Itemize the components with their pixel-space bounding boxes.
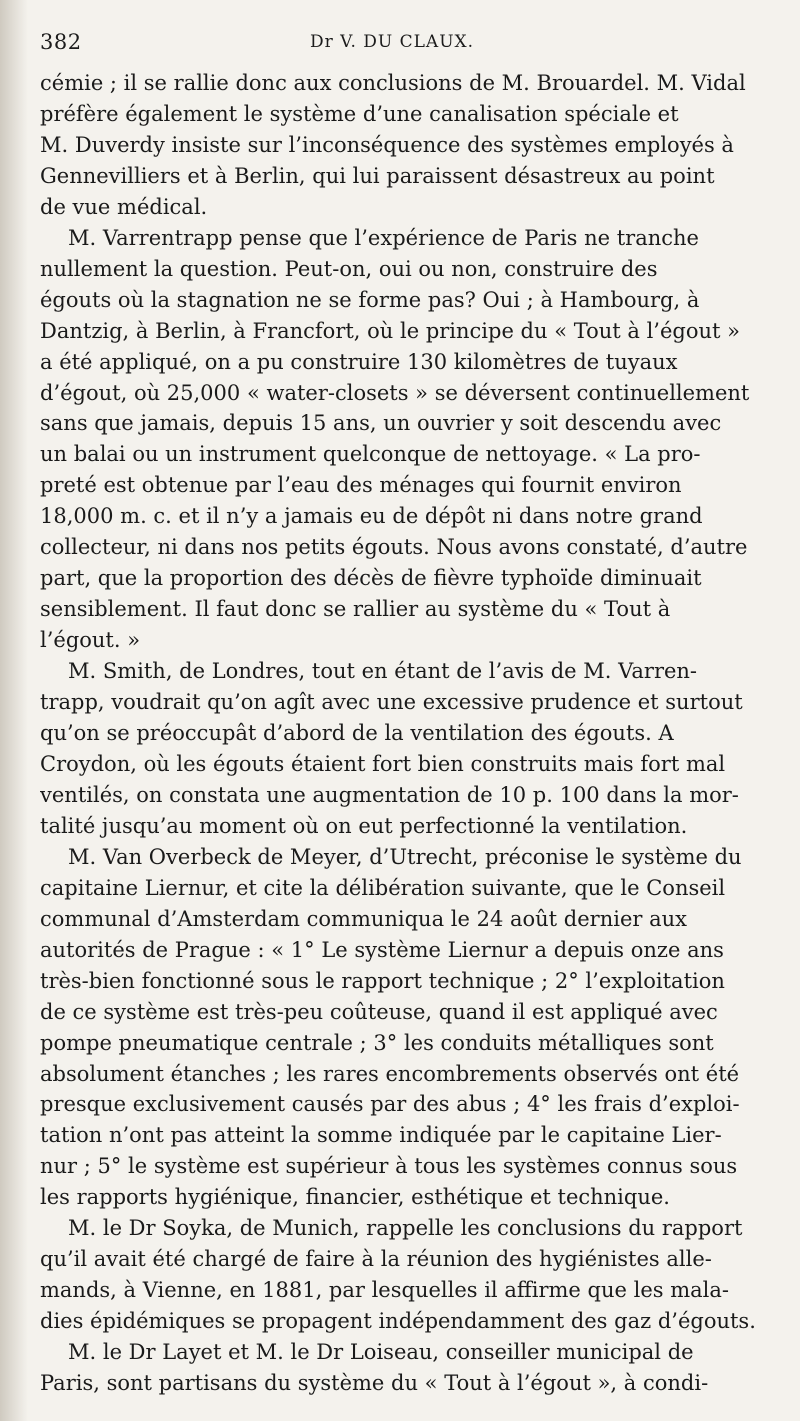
text-line: cémie ; il se rallie donc aux conclusions de M. Brouardel. M. Vidal — [40, 71, 746, 95]
text-line: dies épidémiques se propagent indépendamment des gaz d’égouts. — [40, 1309, 756, 1334]
text-line: mands, à Vienne, en 1881, par lesquelles il affirme que les mala- — [40, 1278, 729, 1303]
text-line: trapp, voudrait qu’on agît avec une excessive prudence et surtout — [40, 690, 743, 715]
text-line: communal d’Amsterdam communiqua le 24 août dernier aux — [40, 906, 687, 931]
text-line: pompe pneumatique centrale ; 3° les conduits métalliques sont — [40, 1030, 714, 1055]
page-header — [40, 30, 760, 60]
text-line: M. le Dr Soyka, de Munich, rappelle les conclusions du rapport — [68, 1216, 743, 1241]
text-line: preté est obtenue par l’eau des ménages qui fournit environ — [40, 473, 682, 498]
text-line: égouts où la stagnation ne se forme pas? Oui ; à Hambourg, à — [40, 287, 700, 312]
paragraph — [40, 68, 762, 223]
text-line: M. Van Overbeck de Meyer, d’Utrecht, préconise le système du — [68, 844, 742, 869]
text-line: sans que jamais, depuis 15 ans, un ouvrier y soit descendu avec — [40, 411, 722, 436]
text-line: M. Varrentrapp pense que l’expérience de Paris ne tranche — [68, 225, 699, 250]
page-number: 382 — [40, 30, 82, 54]
text-line: M. Smith, de Londres, tout en étant de l’avis de M. Varren- — [68, 659, 698, 684]
text-line: ventilés, on constata une augmentation de 10 p. 100 dans la mor- — [40, 782, 739, 807]
paragraph — [40, 1337, 762, 1399]
text-line: presque exclusivement causés par des abus ; 4° les frais d’exploi- — [40, 1092, 740, 1117]
text-line: autorités de Prague : « 1° Le système Liernur a depuis onze ans — [40, 937, 724, 962]
paragraph — [40, 842, 762, 1213]
text-line: 18,000 m. c. et il n’y a jamais eu de dépôt ni dans notre grand — [40, 504, 703, 529]
text-line: préfère également le système d’une canalisation spéciale et — [40, 101, 679, 126]
text-line: collecteur, ni dans nos petits égouts. Nous avons constaté, d’autre — [40, 535, 748, 560]
text-line: Croydon, où les égouts étaient fort bien construits mais fort mal — [40, 751, 726, 776]
text-line: les rapports hygiénique, financier, esthétique et technique. — [40, 1185, 670, 1210]
text-line: nullement la question. Peut-on, oui ou non, construire des — [40, 256, 658, 281]
text-line: qu’il avait été chargé de faire à la réunion des hygiénistes alle- — [40, 1247, 712, 1272]
paragraph — [40, 223, 762, 656]
text-line: très-bien fonctionné sous le rapport technique ; 2° l’exploitation — [40, 968, 725, 993]
text-line: part, que la proportion des décès de fièvre typhoïde diminuait — [40, 566, 702, 591]
text-line: d’égout, où 25,000 « water-closets » se déversent continuellement — [40, 380, 750, 405]
text-line: absolument étanches ; les rares encombrements observés ont été — [40, 1061, 740, 1086]
text-line: talité jusqu’au moment où on eut perfectionné la ventilation. — [40, 813, 688, 838]
text-line: de ce système est très-peu coûteuse, quand il est appliqué avec — [40, 999, 718, 1024]
text-line: qu’on se préoccupât d’abord de la ventilation des égouts. A — [40, 721, 674, 746]
text-line: nur ; 5° le système est supérieur à tous les systèmes connus sous — [40, 1154, 738, 1179]
text-line: Dantzig, à Berlin, à Francfort, où le principe du « Tout à l’égout » — [40, 318, 740, 343]
text-line: sensiblement. Il faut donc se rallier au système du « Tout à — [40, 597, 671, 622]
text-line: l’égout. » — [40, 628, 141, 653]
text-line: de vue médical. — [40, 194, 208, 219]
text-line: M. le Dr Layet et M. le Dr Loiseau, conseiller municipal de — [68, 1340, 694, 1365]
text-line: un balai ou un instrument quelconque de nettoyage. « La pro- — [40, 442, 701, 467]
text-line: Gennevilliers et à Berlin, qui lui paraissent désastreux au point — [40, 163, 715, 188]
text-line: Paris, sont partisans du système du « Tout à l’égout », à condi- — [40, 1371, 709, 1396]
paragraph — [40, 656, 762, 842]
page-gutter-shadow — [0, 0, 28, 1421]
paragraph — [40, 1213, 762, 1337]
text-line: M. Duverdy insiste sur l’inconséquence des systèmes employés à — [40, 132, 734, 157]
text-line: tation n’ont pas atteint la somme indiquée par le capitaine Lier- — [40, 1123, 722, 1148]
body-text — [40, 68, 762, 1399]
running-head: Dr V. DU CLAUX. — [310, 32, 475, 52]
text-line: a été appliqué, on a pu construire 130 kilomètres de tuyaux — [40, 349, 678, 374]
text-line: capitaine Liernur, et cite la délibération suivante, que le Conseil — [40, 875, 726, 900]
